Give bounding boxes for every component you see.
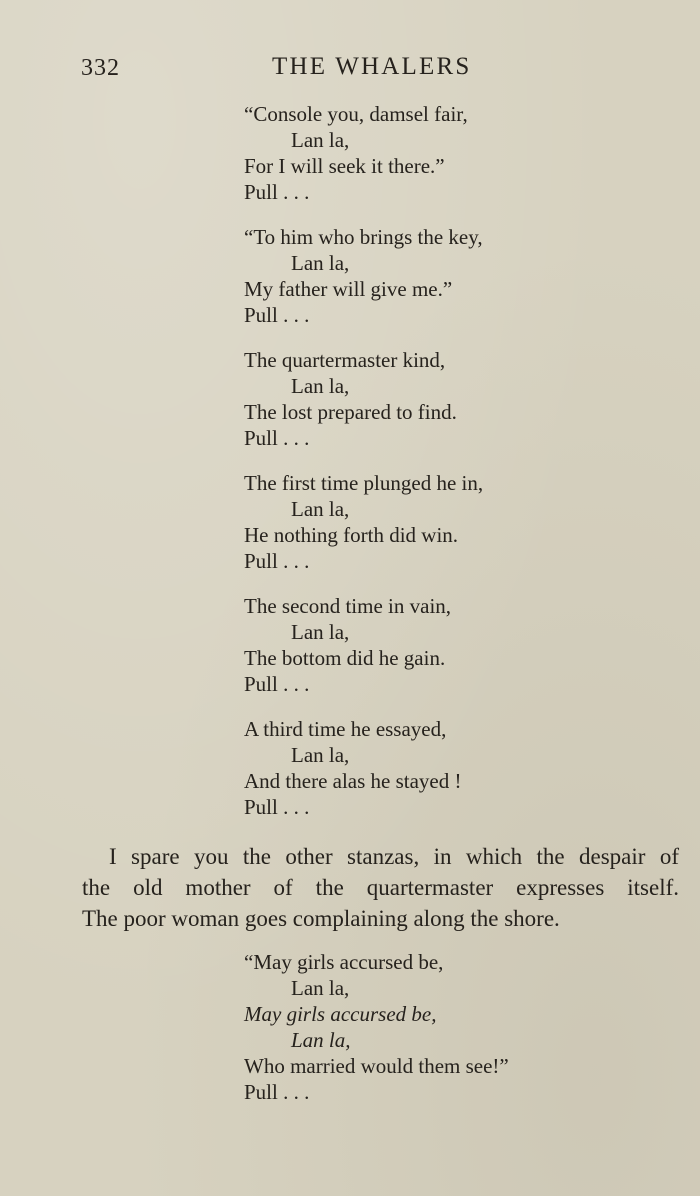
poem-top [244, 101, 664, 839]
stanza [244, 470, 664, 574]
stanza [244, 949, 664, 1105]
verse-line: “May girls accursed be, [244, 950, 444, 974]
verse-line: The bottom did he gain. [244, 646, 446, 670]
verse-line: The first time plunged he in, [244, 471, 484, 495]
verse-line: A third time he essayed, [244, 717, 447, 741]
page-header [0, 50, 700, 86]
chorus-line: Pull . . . [244, 672, 310, 696]
refrain-line: Lan la, [291, 251, 350, 275]
verse-line: For I will seek it there.” [244, 154, 445, 178]
refrain-line: Lan la, [291, 743, 350, 767]
verse-line: “To him who brings the key, [244, 225, 483, 249]
running-title: THE WHALERS [272, 53, 472, 80]
chorus-line: Pull . . . [244, 303, 310, 327]
chorus-line: Pull . . . [244, 549, 310, 573]
poem-bottom [244, 949, 664, 1124]
verse-line: Who married would them see!” [244, 1054, 509, 1078]
chorus-line: Pull . . . [244, 180, 310, 204]
chorus-line: Pull . . . [244, 426, 310, 450]
verse-line: “Console you, damsel fair, [244, 102, 468, 126]
refrain-line: Lan la, [291, 128, 350, 152]
chorus-line: Pull . . . [244, 1080, 310, 1104]
refrain-line-italic: Lan la, [291, 1028, 351, 1052]
prose-line: The poor woman goes complaining along the shore. [82, 906, 560, 931]
verse-line: The quartermaster kind, [244, 348, 446, 372]
stanza [244, 716, 664, 820]
stanza [244, 593, 664, 697]
stanza [244, 224, 664, 328]
stanza [244, 101, 664, 205]
verse-line: The second time in vain, [244, 594, 452, 618]
verse-line: The lost prepared to find. [244, 400, 457, 424]
page-number: 332 [81, 55, 120, 81]
verse-line: My father will give me.” [244, 277, 453, 301]
stanza [244, 347, 664, 451]
refrain-line: Lan la, [291, 976, 350, 1000]
refrain-line: Lan la, [291, 374, 350, 398]
verse-line-italic: May girls accursed be, [244, 1002, 437, 1026]
prose-line: the old mother of the quartermaster expresses itself. [82, 875, 679, 900]
refrain-line: Lan la, [291, 620, 350, 644]
chorus-line: Pull . . . [244, 795, 310, 819]
prose-line: I spare you the other stanzas, in which the despair of [109, 844, 679, 869]
refrain-line: Lan la, [291, 497, 350, 521]
verse-line: He nothing forth did win. [244, 523, 459, 547]
verse-line: And there alas he stayed ! [244, 769, 462, 793]
prose-paragraph [82, 841, 679, 934]
